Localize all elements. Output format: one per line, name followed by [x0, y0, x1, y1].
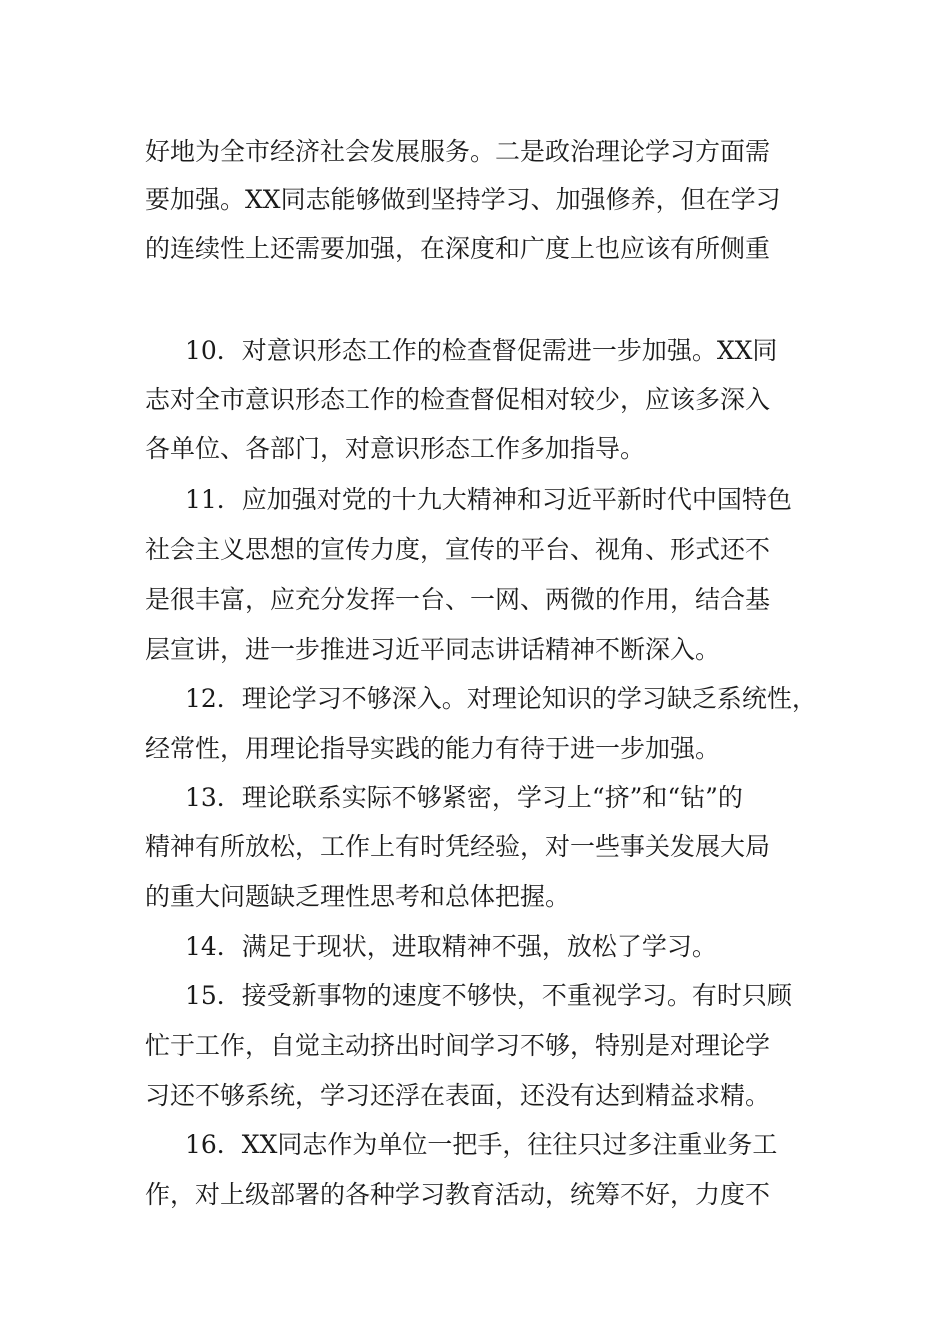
paragraph-11-line-2: 社会主义思想的宣传力度，宣传的平台、视角、形式还不 [145, 535, 771, 564]
paragraph-9-line-3: 的连续性上还需要加强，在深度和广度上也应该有所侧重 [145, 234, 771, 263]
paragraph-10-line-1: 10．对意识形态工作的检查督促需进一步加强。XX同 [185, 336, 778, 365]
paragraph-13-line-1: 13．理论联系实际不够紧密，学习上“挤”和“钻”的 [185, 783, 743, 812]
paragraph-11-line-4: 层宣讲，进一步推进习近平同志讲话精神不断深入。 [145, 635, 721, 664]
paragraph-10-line-3: 各单位、各部门，对意识形态工作多加指导。 [145, 434, 646, 463]
paragraph-12-line-1: 12．理论学习不够深入。对理论知识的学习缺乏系统性， [185, 684, 817, 713]
paragraph-12-line-2: 经常性，用理论指导实践的能力有待于进一步加强。 [145, 734, 721, 763]
paragraph-15-line-3: 习还不够系统，学习还浮在表面，还没有达到精益求精。 [145, 1081, 771, 1110]
paragraph-15-line-2: 忙于工作，自觉主动挤出时间学习不够，特别是对理论学 [145, 1031, 771, 1060]
paragraph-14-line-1: 14．满足于现状，进取精神不强，放松了学习。 [185, 932, 717, 961]
paragraph-13-line-3: 的重大问题缺乏理性思考和总体把握。 [145, 882, 571, 911]
paragraph-11-line-1: 11．应加强对党的十九大精神和习近平新时代中国特色 [185, 485, 792, 514]
paragraph-13-line-2: 精神有所放松，工作上有时凭经验，对一些事关发展大局 [145, 832, 771, 861]
paragraph-16-line-2: 作，对上级部署的各种学习教育活动，统筹不好，力度不 [145, 1180, 771, 1209]
paragraph-16-line-1: 16．XX同志作为单位一把手，往往只过多注重业务工 [185, 1130, 778, 1159]
paragraph-11-line-3: 是很丰富，应充分发挥一台、一网、两微的作用，结合基 [145, 585, 771, 614]
paragraph-15-line-1: 15．接受新事物的速度不够快，不重视学习。有时只顾 [185, 981, 792, 1010]
paragraph-9-line-2: 要加强。XX同志能够做到坚持学习、加强修养，但在学习 [145, 185, 781, 214]
paragraph-9-line-1: 好地为全市经济社会发展服务。二是政治理论学习方面需 [145, 137, 771, 166]
paragraph-10-line-2: 志对全市意识形态工作的检查督促相对较少，应该多深入 [145, 385, 771, 414]
